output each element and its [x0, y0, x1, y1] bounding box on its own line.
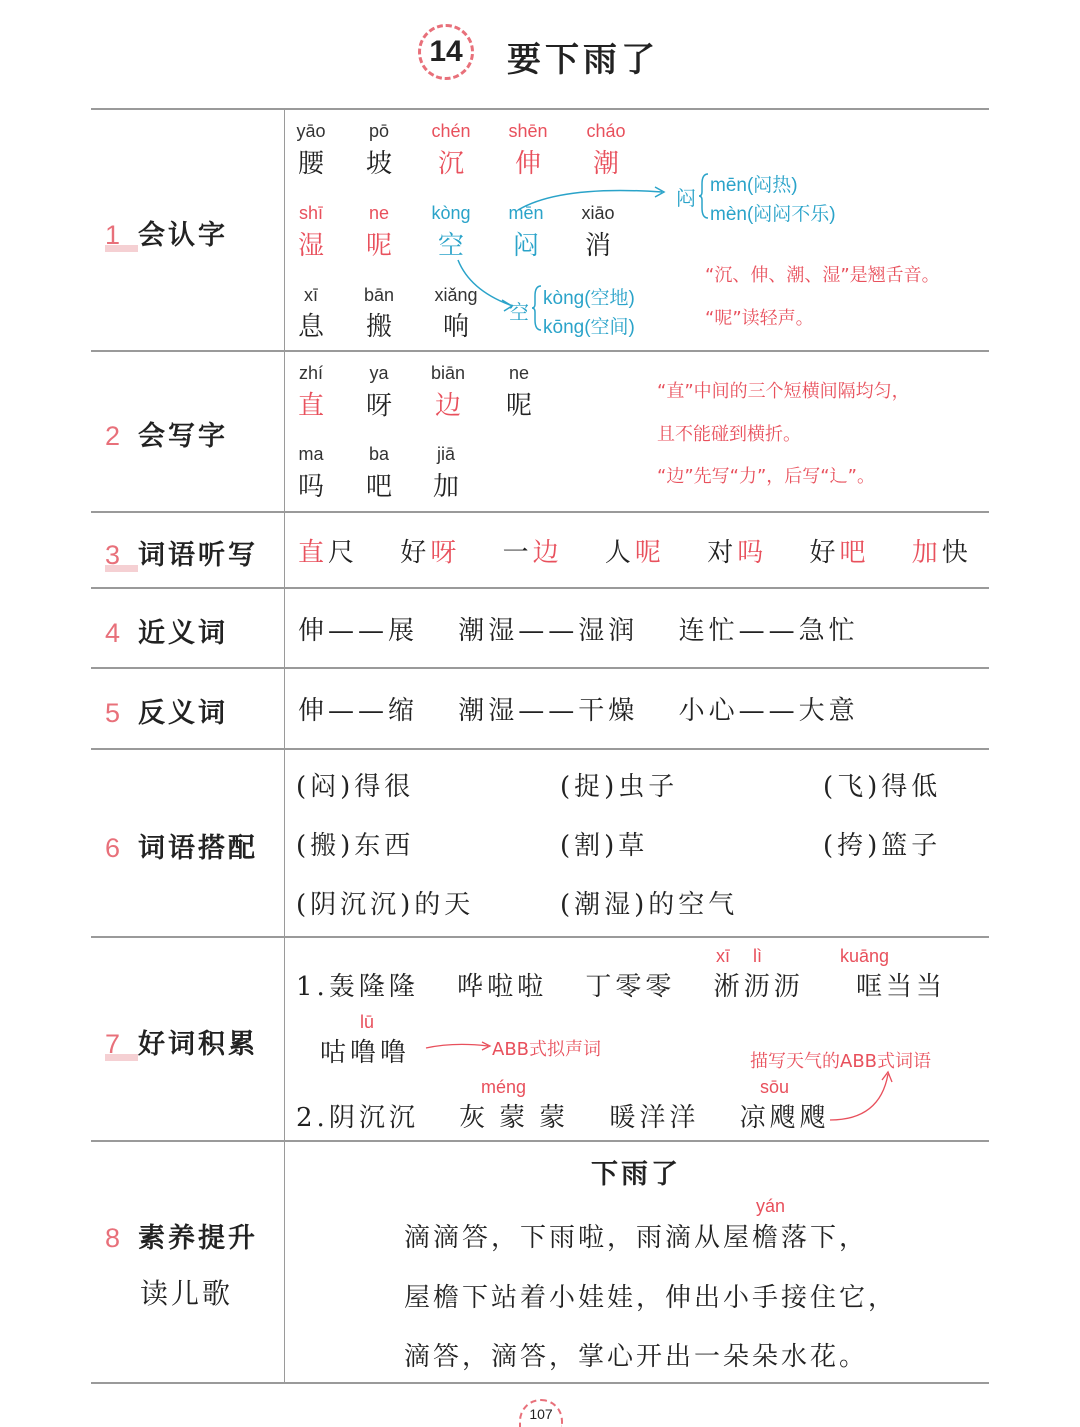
- section-title: 词语搭配: [138, 833, 258, 864]
- pinyin: sōu: [760, 1077, 790, 1097]
- polyphone-reading: kōng(空间): [543, 317, 635, 338]
- section-title: 词语听写: [138, 540, 258, 571]
- pinyin: zhí: [298, 363, 323, 383]
- pinyin: mēn: [508, 203, 544, 223]
- collocation: (挎)篮子: [823, 831, 942, 861]
- word: 人呢: [604, 538, 665, 568]
- pinyin: kuāng: [840, 946, 890, 966]
- arrow-icon: [828, 1068, 898, 1124]
- word: 哐当当: [855, 972, 946, 1002]
- list-number: 1.: [296, 972, 329, 1002]
- section-number: 8: [105, 1223, 121, 1253]
- divider: [91, 936, 989, 938]
- pinyin: lì: [753, 946, 762, 966]
- pinyin: pō: [368, 121, 390, 141]
- pinyin: méng: [481, 1077, 527, 1097]
- character: 坡: [365, 149, 392, 179]
- character: 腰: [297, 149, 324, 179]
- word: 阴沉沉: [328, 1103, 419, 1133]
- pinyin: xī: [716, 946, 731, 966]
- divider: [91, 511, 989, 513]
- section-title: 近义词: [138, 618, 228, 649]
- divider: [91, 748, 989, 750]
- divider: [91, 1382, 989, 1384]
- divider: [91, 350, 989, 352]
- pinyin: kòng: [431, 203, 471, 223]
- collocation: (飞)得低: [823, 772, 942, 802]
- poem-line: 屋檐下站着小娃娃，伸出小手接住它，: [404, 1283, 898, 1313]
- poem-line: 滴答，滴答，掌心开出一朵朵水花。: [404, 1342, 869, 1372]
- antonym-row: [298, 690, 859, 727]
- character: 沉: [437, 149, 464, 179]
- brace-icon: [698, 172, 710, 220]
- polyphone-reading: mēn(闷热): [710, 175, 798, 196]
- pronunciation-note: “沉、伸、潮、湿”是翘舌音。: [705, 265, 940, 286]
- section-label-recognize: [105, 213, 228, 252]
- lesson-number-badge: 14: [418, 24, 474, 80]
- character: 吗: [297, 472, 324, 502]
- pinyin: ma: [298, 444, 324, 464]
- pinyin: ya: [369, 363, 389, 383]
- poem-line: 滴滴答，下雨啦，雨滴从屋檐落下，: [404, 1223, 869, 1253]
- good-words-line-2: [296, 1097, 830, 1134]
- pinyin: yāo: [296, 121, 326, 141]
- section-label-write: [105, 414, 228, 453]
- section-title: 会写字: [138, 421, 228, 452]
- poem-title: 下雨了: [591, 1159, 681, 1190]
- good-words-line-1: [296, 966, 946, 1003]
- divider: [91, 108, 989, 110]
- word: 直尺: [298, 538, 359, 568]
- annotation: 描写天气的ABB式词语: [750, 1051, 932, 1072]
- section-label-literacy: [105, 1216, 258, 1255]
- pinyin: ba: [368, 444, 390, 464]
- character: 空: [437, 231, 464, 261]
- writing-note: 且不能碰到横折。: [657, 424, 801, 445]
- writing-note: “边”先写“力”，后写“辶”。: [657, 466, 875, 487]
- character: 湿: [297, 231, 324, 261]
- section-number: 7: [105, 1034, 138, 1061]
- character: 伸: [514, 149, 541, 179]
- antonym-pair: 伸——缩: [298, 696, 419, 726]
- divider: [91, 667, 989, 669]
- pinyin: xiǎng: [434, 285, 478, 305]
- synonym-pair: 伸——展: [298, 616, 419, 646]
- collocation: (闷)得很: [296, 772, 415, 802]
- collocation: (潮湿)的空气: [560, 890, 739, 920]
- section-number: 1: [105, 225, 138, 252]
- word: 好吧: [809, 538, 870, 568]
- word: 好呀: [400, 538, 461, 568]
- collocation: (搬)东西: [296, 831, 415, 861]
- section-number: 4: [105, 618, 121, 648]
- pinyin: yán: [756, 1196, 786, 1216]
- character: 响: [442, 312, 469, 342]
- character: 闷: [512, 231, 539, 261]
- section-label-antonyms: [105, 691, 228, 730]
- section-title: 素养提升: [138, 1223, 258, 1254]
- antonym-pair: 小心——大意: [678, 696, 859, 726]
- word: 一边: [502, 538, 563, 568]
- collocation: (捉)虫子: [560, 772, 679, 802]
- annotation: ABB式拟声词: [492, 1039, 602, 1060]
- synonym-pair: 连忙——急忙: [678, 616, 859, 646]
- page-header: [0, 0, 1080, 105]
- arrow-icon: [424, 1038, 494, 1054]
- pinyin: cháo: [586, 121, 626, 141]
- word: 加快: [911, 538, 972, 568]
- character: 直: [297, 391, 324, 421]
- collocation: (割)草: [560, 831, 649, 861]
- pinyin: xiāo: [581, 203, 615, 223]
- section-title: 好词积累: [138, 1029, 258, 1060]
- word: 凉飕飕: [739, 1103, 830, 1133]
- lesson-title: 要下雨了: [507, 40, 659, 80]
- synonym-row: [298, 610, 859, 647]
- word: 轰隆隆: [328, 972, 419, 1002]
- section-subtitle: 读儿歌: [140, 1277, 234, 1310]
- pinyin: xī: [303, 285, 318, 305]
- pinyin: shī: [298, 203, 323, 223]
- brace-icon: [531, 284, 543, 332]
- character: 消: [584, 231, 611, 261]
- pinyin: lū: [360, 1012, 375, 1032]
- character: 加: [432, 472, 459, 502]
- page-number: 107: [519, 1399, 563, 1427]
- character: 呢: [365, 231, 392, 261]
- word: 暖洋洋: [609, 1103, 700, 1133]
- divider: [91, 1140, 989, 1142]
- section-number: 6: [105, 833, 121, 863]
- section-number: 5: [105, 698, 121, 728]
- pinyin: biān: [430, 363, 466, 383]
- list-number: 2.: [296, 1103, 329, 1133]
- collocation: (阴沉沉)的天: [296, 890, 475, 920]
- pinyin: ne: [508, 363, 530, 383]
- pinyin: shēn: [508, 121, 548, 141]
- section-label-good-words: [105, 1022, 258, 1061]
- section-label-collocation: [105, 826, 258, 865]
- word: 哗啦啦: [457, 972, 548, 1002]
- character: 吧: [365, 472, 392, 502]
- word: 咕噜噜: [320, 1038, 411, 1068]
- character: 边: [434, 391, 461, 421]
- polyphone-reading: mèn(闷闷不乐): [710, 204, 836, 225]
- antonym-pair: 潮湿——干燥: [458, 696, 639, 726]
- polyphone-char: 闷: [676, 188, 696, 210]
- pinyin: chén: [431, 121, 471, 141]
- synonym-pair: 潮湿——湿润: [458, 616, 639, 646]
- pinyin: jiā: [436, 444, 455, 464]
- writing-note: “直”中间的三个短横间隔均匀，: [657, 381, 910, 402]
- character: 潮: [592, 149, 619, 179]
- section-label-dictation: [105, 533, 258, 572]
- section-number: 2: [105, 421, 121, 451]
- dictation-row: [298, 532, 972, 569]
- section-label-synonyms: [105, 611, 228, 650]
- section-title: 会认字: [138, 220, 228, 251]
- arrow-line: [518, 190, 662, 210]
- character: 呢: [505, 391, 532, 421]
- section-title: 反义词: [138, 698, 228, 729]
- character: 呀: [365, 391, 392, 421]
- character: 息: [297, 312, 324, 342]
- pinyin: bān: [363, 285, 395, 305]
- polyphone-char: 空: [509, 302, 529, 324]
- pinyin: ne: [368, 203, 390, 223]
- arrow-line: [458, 260, 510, 305]
- character: 搬: [365, 312, 392, 342]
- word: 丁零零: [585, 972, 676, 1002]
- polyphone-reading: kòng(空地): [543, 288, 635, 309]
- pronunciation-note: “呢”读轻声。: [705, 308, 814, 329]
- word: 淅沥沥: [713, 972, 804, 1002]
- word: 对吗: [707, 538, 768, 568]
- word: 灰蒙蒙: [459, 1103, 580, 1133]
- section-number: 3: [105, 545, 138, 572]
- divider: [91, 587, 989, 589]
